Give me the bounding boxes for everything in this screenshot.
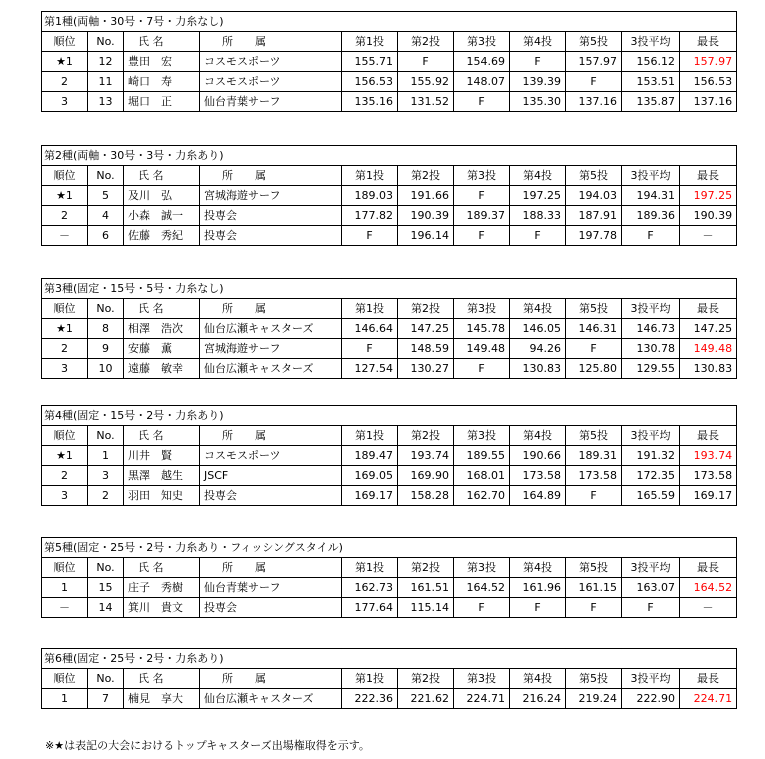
footnote: ※★は表記の大会におけるトップキャスターズ出場権取得を示す。 [45, 739, 370, 752]
column-header: 所 属 [200, 166, 342, 186]
cell-t1: 169.17 [342, 486, 398, 506]
cell-avg: 146.73 [622, 319, 680, 339]
cell-t1: 162.73 [342, 578, 398, 598]
cell-name: 楠見 享大 [124, 689, 200, 709]
column-header: 3投平均 [622, 669, 680, 689]
column-header: 第4投 [510, 669, 566, 689]
cell-rank: － [42, 226, 88, 246]
cell-name: 豊田 宏 [124, 52, 200, 72]
column-header: 第4投 [510, 299, 566, 319]
cell-affil: コスモスポーツ [200, 72, 342, 92]
column-header: 所 属 [200, 558, 342, 578]
column-header: 第3投 [454, 166, 510, 186]
cell-max: 173.58 [680, 466, 737, 486]
cell-name: 黒澤 越生 [124, 466, 200, 486]
cell-t5: F [566, 598, 622, 618]
cell-no: 14 [88, 598, 124, 618]
table-row [42, 206, 737, 226]
results-table [41, 278, 737, 379]
cell-avg: 172.35 [622, 466, 680, 486]
column-header: 第4投 [510, 558, 566, 578]
cell-t2: 130.27 [398, 359, 454, 379]
cell-affil: 投専会 [200, 598, 342, 618]
column-header: 第2投 [398, 166, 454, 186]
cell-t2: 147.25 [398, 319, 454, 339]
cell-max: 137.16 [680, 92, 737, 112]
results-section [41, 537, 736, 618]
cell-max: 164.52 [680, 578, 737, 598]
cell-avg: 129.55 [622, 359, 680, 379]
cell-name: 佐藤 秀紀 [124, 226, 200, 246]
cell-no: 7 [88, 689, 124, 709]
column-header: 第2投 [398, 32, 454, 52]
column-header: 所 属 [200, 32, 342, 52]
cell-avg: 130.78 [622, 339, 680, 359]
cell-affil: 仙台広瀬キャスターズ [200, 319, 342, 339]
cell-t1: 155.71 [342, 52, 398, 72]
column-header: 氏 名 [124, 299, 200, 319]
cell-t3: F [454, 92, 510, 112]
cell-max: 147.25 [680, 319, 737, 339]
cell-avg: F [622, 598, 680, 618]
column-header: 最長 [680, 299, 737, 319]
cell-t5: 161.15 [566, 578, 622, 598]
cell-no: 15 [88, 578, 124, 598]
cell-t2: 158.28 [398, 486, 454, 506]
column-header: 順位 [42, 669, 88, 689]
cell-t3: F [454, 598, 510, 618]
cell-t1: 156.53 [342, 72, 398, 92]
column-header: 第2投 [398, 669, 454, 689]
column-header: 順位 [42, 32, 88, 52]
cell-max: 130.83 [680, 359, 737, 379]
cell-max: 156.53 [680, 72, 737, 92]
header-row [42, 558, 737, 578]
column-header: 最長 [680, 558, 737, 578]
cell-t5: 197.78 [566, 226, 622, 246]
column-header: 所 属 [200, 426, 342, 446]
cell-t3: 164.52 [454, 578, 510, 598]
cell-t4: 173.58 [510, 466, 566, 486]
cell-t2: 193.74 [398, 446, 454, 466]
cell-no: 5 [88, 186, 124, 206]
cell-rank: ★1 [42, 186, 88, 206]
cell-rank: 1 [42, 578, 88, 598]
column-header: 第3投 [454, 32, 510, 52]
column-header: 3投平均 [622, 299, 680, 319]
column-header: 第5投 [566, 166, 622, 186]
cell-t3: 148.07 [454, 72, 510, 92]
cell-no: 10 [88, 359, 124, 379]
cell-rank: 3 [42, 359, 88, 379]
cell-max: 157.97 [680, 52, 737, 72]
cell-t4: F [510, 52, 566, 72]
cell-name: 箕川 貴文 [124, 598, 200, 618]
cell-no: 8 [88, 319, 124, 339]
cell-t4: F [510, 226, 566, 246]
cell-affil: 投専会 [200, 206, 342, 226]
cell-affil: 宮城海遊サーフ [200, 186, 342, 206]
section-title: 第5種(固定・25号・2号・力糸あり・フィッシングスタイル) [42, 538, 737, 558]
column-header: 氏 名 [124, 558, 200, 578]
cell-t1: F [342, 226, 398, 246]
cell-max: － [680, 226, 737, 246]
cell-avg: 163.07 [622, 578, 680, 598]
cell-max: 224.71 [680, 689, 737, 709]
column-header: 3投平均 [622, 166, 680, 186]
column-header: No. [88, 299, 124, 319]
column-header: 第1投 [342, 669, 398, 689]
cell-avg: F [622, 226, 680, 246]
cell-t3: 145.78 [454, 319, 510, 339]
cell-t3: F [454, 359, 510, 379]
column-header: 最長 [680, 166, 737, 186]
cell-avg: 135.87 [622, 92, 680, 112]
cell-max: 197.25 [680, 186, 737, 206]
header-row [42, 166, 737, 186]
cell-no: 1 [88, 446, 124, 466]
table-row [42, 598, 737, 618]
cell-t4: 146.05 [510, 319, 566, 339]
cell-t2: 196.14 [398, 226, 454, 246]
cell-t1: F [342, 339, 398, 359]
cell-t3: 149.48 [454, 339, 510, 359]
column-header: 第1投 [342, 166, 398, 186]
column-header: No. [88, 669, 124, 689]
table-row [42, 689, 737, 709]
cell-t3: 162.70 [454, 486, 510, 506]
cell-name: 遠藤 敏幸 [124, 359, 200, 379]
cell-max: 190.39 [680, 206, 737, 226]
cell-rank: ★1 [42, 52, 88, 72]
cell-name: 相澤 浩次 [124, 319, 200, 339]
cell-t4: 190.66 [510, 446, 566, 466]
cell-t1: 177.82 [342, 206, 398, 226]
table-row [42, 446, 737, 466]
cell-t4: F [510, 598, 566, 618]
table-row [42, 319, 737, 339]
header-row [42, 299, 737, 319]
cell-max: － [680, 598, 737, 618]
column-header: 第5投 [566, 299, 622, 319]
cell-t3: F [454, 226, 510, 246]
cell-t5: 157.97 [566, 52, 622, 72]
cell-t2: 191.66 [398, 186, 454, 206]
table-row [42, 339, 737, 359]
cell-t1: 169.05 [342, 466, 398, 486]
cell-avg: 191.32 [622, 446, 680, 466]
section-title: 第2種(両軸・30号・3号・力糸あり) [42, 146, 737, 166]
cell-avg: 189.36 [622, 206, 680, 226]
cell-name: 及川 弘 [124, 186, 200, 206]
column-header: 第3投 [454, 299, 510, 319]
column-header: 第2投 [398, 426, 454, 446]
cell-max: 169.17 [680, 486, 737, 506]
cell-name: 堀口 正 [124, 92, 200, 112]
column-header: 3投平均 [622, 426, 680, 446]
column-header: 所 属 [200, 669, 342, 689]
results-table [41, 145, 737, 246]
cell-t5: 189.31 [566, 446, 622, 466]
cell-name: 羽田 知史 [124, 486, 200, 506]
cell-t5: F [566, 72, 622, 92]
cell-affil: 仙台青葉サーフ [200, 578, 342, 598]
cell-t4: 197.25 [510, 186, 566, 206]
column-header: 順位 [42, 299, 88, 319]
column-header: 第1投 [342, 32, 398, 52]
cell-rank: 2 [42, 72, 88, 92]
results-table [41, 648, 737, 709]
column-header: 第2投 [398, 299, 454, 319]
cell-name: 安藤 薫 [124, 339, 200, 359]
cell-rank: 2 [42, 339, 88, 359]
column-header: 第2投 [398, 558, 454, 578]
column-header: No. [88, 426, 124, 446]
cell-t2: 131.52 [398, 92, 454, 112]
header-row [42, 669, 737, 689]
cell-t5: 219.24 [566, 689, 622, 709]
cell-no: 4 [88, 206, 124, 226]
column-header: 第5投 [566, 558, 622, 578]
cell-t2: F [398, 52, 454, 72]
cell-t3: F [454, 186, 510, 206]
cell-max: 149.48 [680, 339, 737, 359]
cell-name: 川井 賢 [124, 446, 200, 466]
column-header: 最長 [680, 426, 737, 446]
cell-t1: 189.47 [342, 446, 398, 466]
section-title: 第6種(固定・25号・2号・力糸あり) [42, 649, 737, 669]
cell-no: 2 [88, 486, 124, 506]
cell-avg: 222.90 [622, 689, 680, 709]
table-row [42, 226, 737, 246]
column-header: 氏 名 [124, 166, 200, 186]
cell-avg: 156.12 [622, 52, 680, 72]
table-row [42, 52, 737, 72]
results-section [41, 11, 736, 112]
cell-no: 9 [88, 339, 124, 359]
column-header: 第3投 [454, 669, 510, 689]
cell-no: 11 [88, 72, 124, 92]
column-header: 3投平均 [622, 32, 680, 52]
cell-rank: 3 [42, 92, 88, 112]
results-table [41, 537, 737, 618]
cell-t1: 127.54 [342, 359, 398, 379]
cell-t4: 94.26 [510, 339, 566, 359]
cell-t3: 224.71 [454, 689, 510, 709]
column-header: No. [88, 166, 124, 186]
cell-affil: 投専会 [200, 486, 342, 506]
cell-t1: 222.36 [342, 689, 398, 709]
results-section [41, 278, 736, 379]
results-section [41, 145, 736, 246]
cell-affil: コスモスポーツ [200, 52, 342, 72]
table-row [42, 578, 737, 598]
column-header: 第3投 [454, 558, 510, 578]
cell-max: 193.74 [680, 446, 737, 466]
results-section [41, 648, 736, 709]
column-header: 順位 [42, 426, 88, 446]
cell-t1: 135.16 [342, 92, 398, 112]
column-header: 氏 名 [124, 32, 200, 52]
column-header: 氏 名 [124, 669, 200, 689]
table-row [42, 92, 737, 112]
cell-t5: 187.91 [566, 206, 622, 226]
cell-rank: 2 [42, 206, 88, 226]
cell-avg: 165.59 [622, 486, 680, 506]
cell-affil: 仙台広瀬キャスターズ [200, 689, 342, 709]
cell-affil: 仙台青葉サーフ [200, 92, 342, 112]
column-header: 最長 [680, 669, 737, 689]
cell-t4: 161.96 [510, 578, 566, 598]
table-row [42, 72, 737, 92]
cell-name: 庄子 秀樹 [124, 578, 200, 598]
cell-rank: ★1 [42, 446, 88, 466]
cell-name: 小森 誠一 [124, 206, 200, 226]
table-row [42, 466, 737, 486]
cell-no: 13 [88, 92, 124, 112]
cell-affil: JSCF [200, 466, 342, 486]
cell-no: 6 [88, 226, 124, 246]
cell-t1: 146.64 [342, 319, 398, 339]
cell-affil: 宮城海遊サーフ [200, 339, 342, 359]
cell-t2: 161.51 [398, 578, 454, 598]
cell-t1: 177.64 [342, 598, 398, 618]
section-title: 第3種(固定・15号・5号・力糸なし) [42, 279, 737, 299]
table-row [42, 359, 737, 379]
column-header: 第4投 [510, 426, 566, 446]
header-row [42, 32, 737, 52]
cell-rank: 1 [42, 689, 88, 709]
table-row [42, 186, 737, 206]
cell-rank: 2 [42, 466, 88, 486]
cell-rank: － [42, 598, 88, 618]
column-header: 氏 名 [124, 426, 200, 446]
cell-rank: 3 [42, 486, 88, 506]
cell-t5: F [566, 486, 622, 506]
cell-t4: 139.39 [510, 72, 566, 92]
column-header: 第1投 [342, 558, 398, 578]
column-header: 第1投 [342, 426, 398, 446]
cell-avg: 194.31 [622, 186, 680, 206]
cell-name: 崎口 寿 [124, 72, 200, 92]
cell-t2: 115.14 [398, 598, 454, 618]
column-header: 第5投 [566, 32, 622, 52]
column-header: 第3投 [454, 426, 510, 446]
cell-t2: 169.90 [398, 466, 454, 486]
cell-t3: 168.01 [454, 466, 510, 486]
cell-rank: ★1 [42, 319, 88, 339]
cell-t5: 125.80 [566, 359, 622, 379]
cell-t2: 148.59 [398, 339, 454, 359]
cell-t5: F [566, 339, 622, 359]
column-header: 順位 [42, 166, 88, 186]
results-table [41, 405, 737, 506]
cell-avg: 153.51 [622, 72, 680, 92]
cell-t1: 189.03 [342, 186, 398, 206]
cell-t4: 135.30 [510, 92, 566, 112]
results-table [41, 11, 737, 112]
cell-t3: 189.37 [454, 206, 510, 226]
cell-t3: 189.55 [454, 446, 510, 466]
column-header: 第4投 [510, 166, 566, 186]
cell-t4: 130.83 [510, 359, 566, 379]
column-header: 順位 [42, 558, 88, 578]
column-header: No. [88, 32, 124, 52]
cell-t2: 190.39 [398, 206, 454, 226]
column-header: 最長 [680, 32, 737, 52]
column-header: 第4投 [510, 32, 566, 52]
cell-t3: 154.69 [454, 52, 510, 72]
cell-no: 3 [88, 466, 124, 486]
cell-t4: 216.24 [510, 689, 566, 709]
cell-no: 12 [88, 52, 124, 72]
header-row [42, 426, 737, 446]
column-header: 第1投 [342, 299, 398, 319]
column-header: 所 属 [200, 299, 342, 319]
cell-t4: 164.89 [510, 486, 566, 506]
section-title: 第1種(両軸・30号・7号・力糸なし) [42, 12, 737, 32]
cell-t5: 137.16 [566, 92, 622, 112]
cell-affil: コスモスポーツ [200, 446, 342, 466]
cell-affil: 仙台広瀬キャスターズ [200, 359, 342, 379]
column-header: 第5投 [566, 426, 622, 446]
cell-t5: 173.58 [566, 466, 622, 486]
cell-t5: 194.03 [566, 186, 622, 206]
cell-t5: 146.31 [566, 319, 622, 339]
cell-t2: 155.92 [398, 72, 454, 92]
table-row [42, 486, 737, 506]
column-header: 3投平均 [622, 558, 680, 578]
results-section [41, 405, 736, 506]
column-header: No. [88, 558, 124, 578]
cell-affil: 投専会 [200, 226, 342, 246]
cell-t4: 188.33 [510, 206, 566, 226]
cell-t2: 221.62 [398, 689, 454, 709]
section-title: 第4種(固定・15号・2号・力糸あり) [42, 406, 737, 426]
column-header: 第5投 [566, 669, 622, 689]
